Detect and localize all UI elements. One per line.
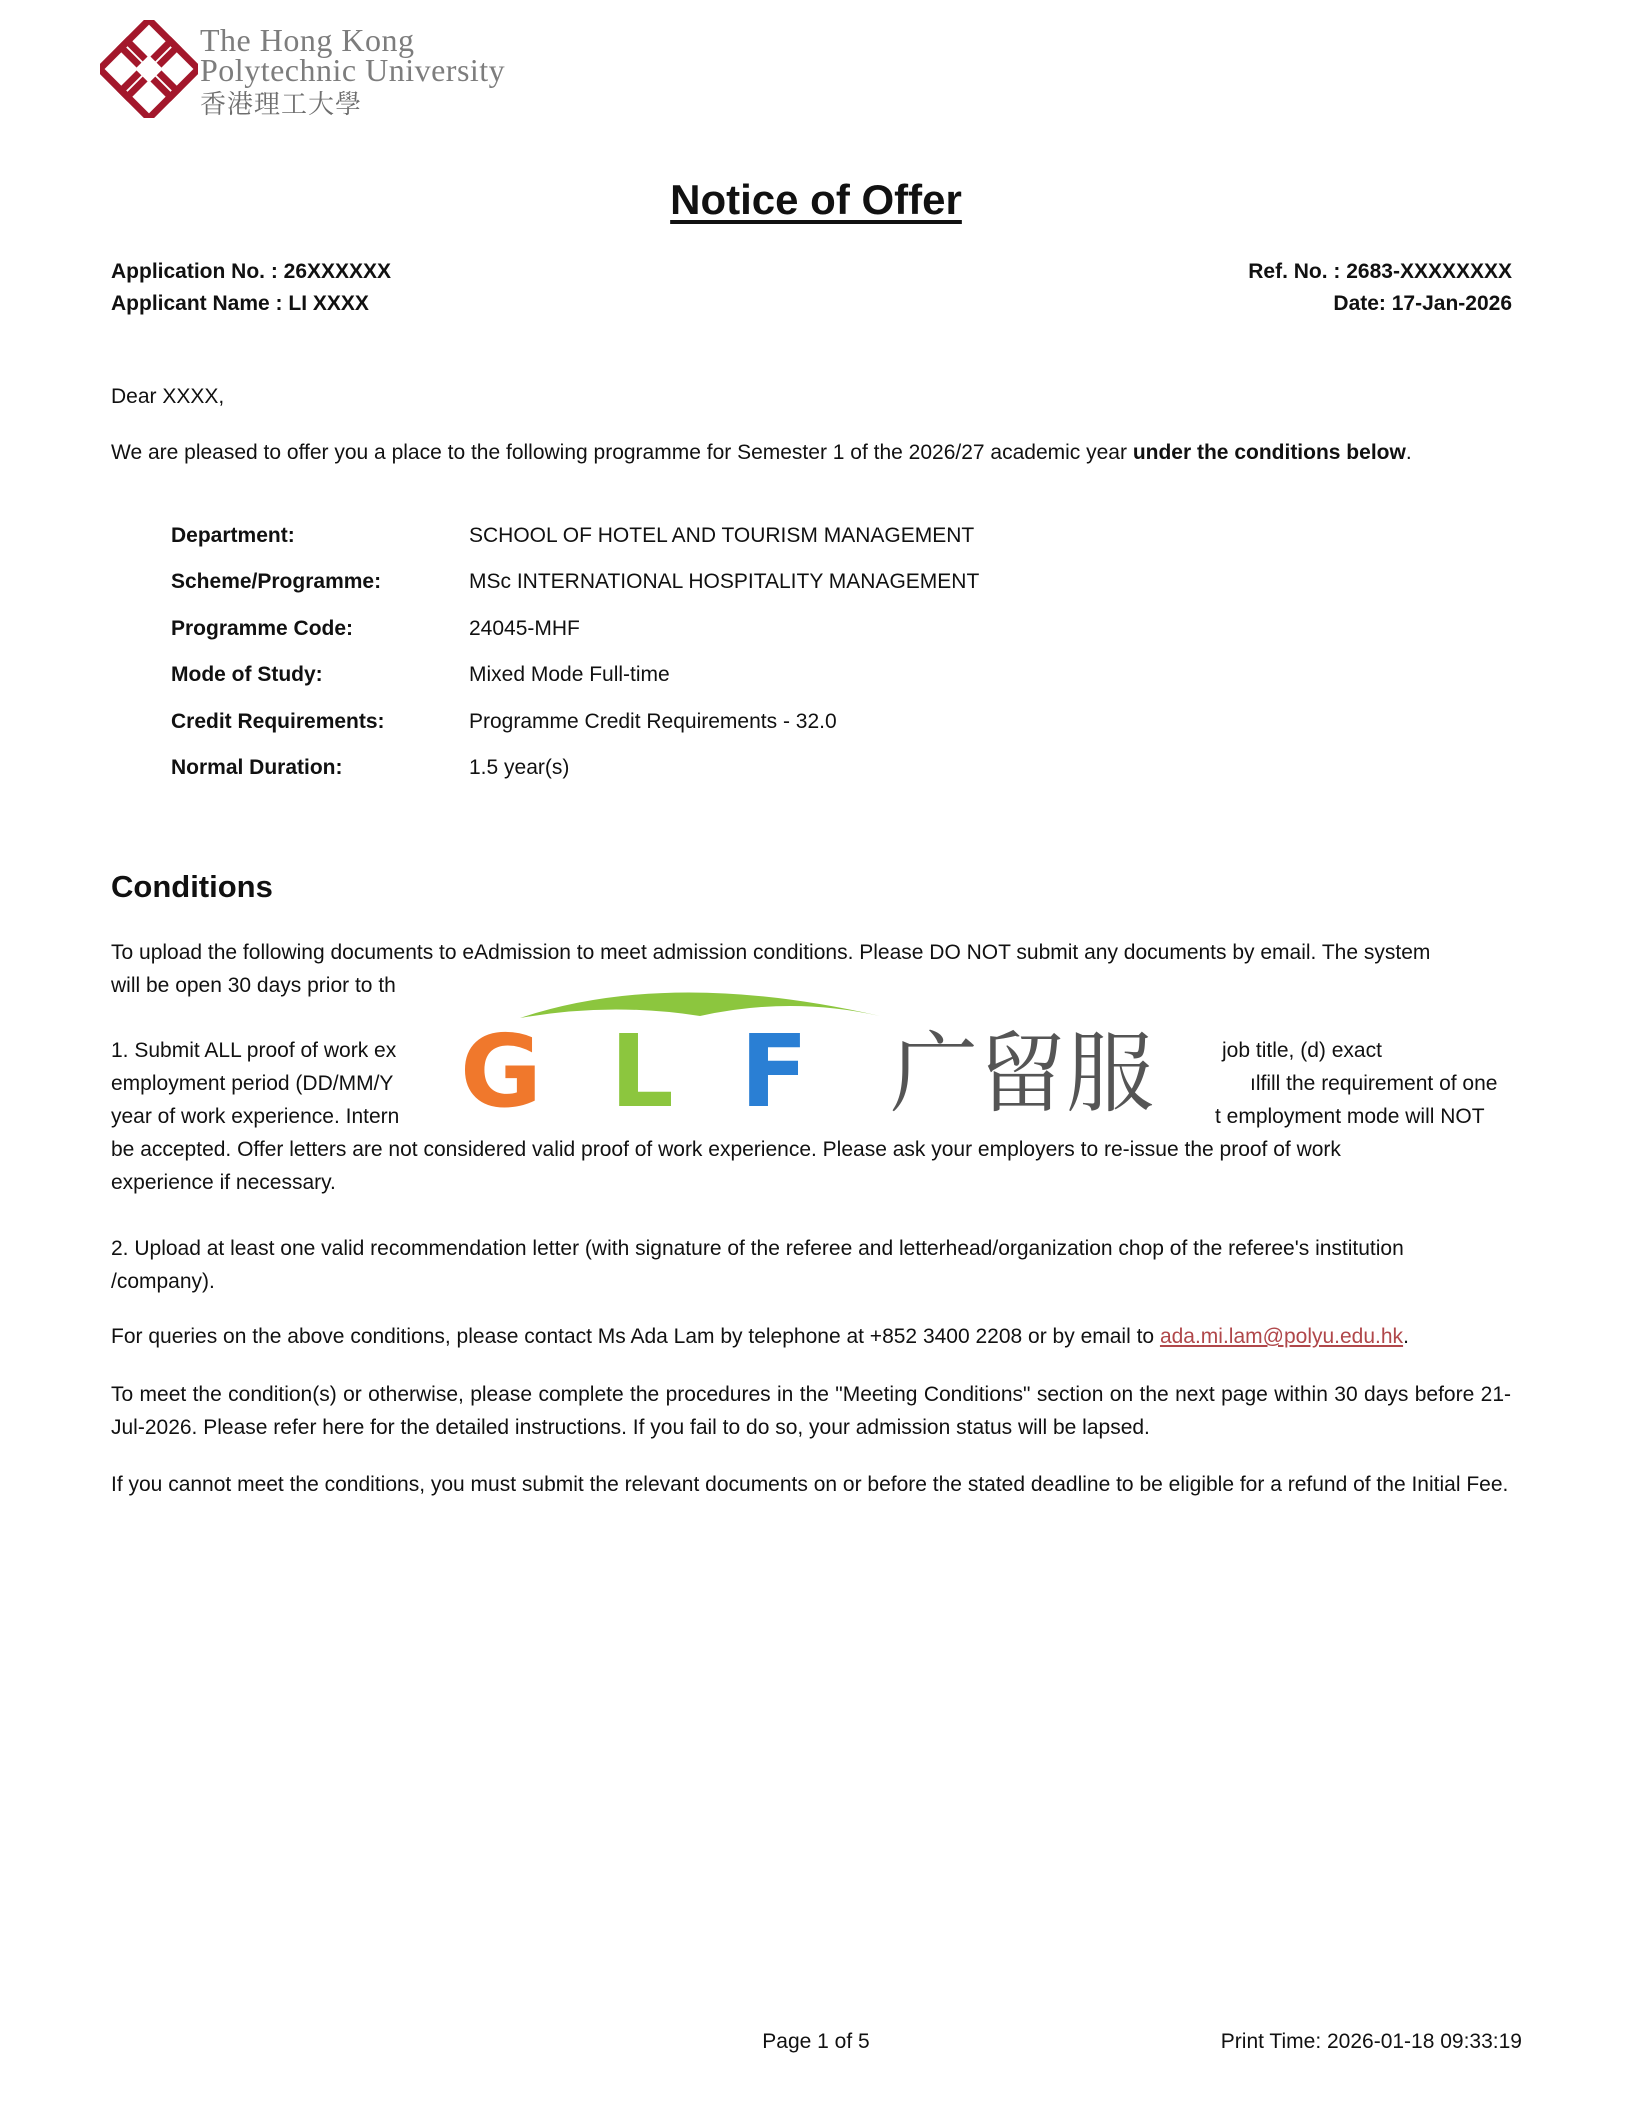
item1-line1-end: job title, (d) exact bbox=[1222, 1039, 1382, 1062]
item1-line1-start: 1. Submit ALL proof of work ex bbox=[111, 1039, 397, 1062]
university-name-zh: 香港理工大學 bbox=[200, 90, 363, 120]
item1-line3-start: year of work experience. Intern bbox=[111, 1105, 400, 1128]
queries-paragraph bbox=[111, 1320, 1511, 1353]
mode-of-study-label: Mode of Study: bbox=[171, 663, 323, 686]
svg-text:L: L bbox=[610, 1013, 674, 1128]
mode-of-study-value: Mixed Mode Full-time bbox=[469, 663, 670, 686]
queries-end: . bbox=[1403, 1325, 1409, 1348]
meeting-conditions-paragraph: To meet the condition(s) or otherwise, please complete the procedures in the "Meeting Conditions" section on the next page within 30 days before 21-Jul-2026. Please refer here for the detailed instructions. If you fail to do so, your admission status will be lapsed. bbox=[111, 1383, 1511, 1439]
reference-number: Ref. No. : 2683-XXXXXXXX bbox=[1248, 260, 1512, 283]
programme-code-value: 24045-MHF bbox=[469, 617, 580, 640]
applicant-name: Applicant Name : LI XXXX bbox=[111, 292, 369, 315]
department-label: Department: bbox=[171, 524, 295, 547]
conditions-heading: Conditions bbox=[111, 869, 273, 904]
intro-text: We are pleased to offer you a place to the following programme for Semester 1 of the 2026/27 academic year bbox=[111, 441, 1133, 464]
item1-line4: be accepted. Offer letters are not considered valid proof of work experience. Please ask your employers to re-issue the proof of work bbox=[111, 1138, 1341, 1161]
glf-watermark bbox=[460, 978, 1180, 1128]
item1-line2-end: ılfill the requirement of one bbox=[1250, 1072, 1498, 1095]
watermark-chinese: 广留服 bbox=[890, 1022, 1155, 1125]
item1-line3-end: t employment mode will NOT bbox=[1215, 1105, 1485, 1128]
intro-end: . bbox=[1405, 441, 1412, 464]
upload-instructions-line2: will be open 30 days prior to th bbox=[111, 974, 396, 997]
scheme-label: Scheme/Programme: bbox=[171, 570, 382, 593]
page-title: Notice of Offer bbox=[670, 176, 962, 223]
page-number: Page 1 of 5 bbox=[762, 2030, 870, 2053]
credit-requirements-label: Credit Requirements: bbox=[171, 710, 385, 733]
department-value: SCHOOL OF HOTEL AND TOURISM MANAGEMENT bbox=[469, 524, 975, 547]
normal-duration-value: 1.5 year(s) bbox=[469, 756, 570, 779]
watermark-latin-letters bbox=[460, 1013, 808, 1128]
contact-email-link[interactable]: ada.mi.lam@polyu.edu.hk bbox=[1159, 1325, 1404, 1348]
scheme-value: MSc INTERNATIONAL HOSPITALITY MANAGEMENT bbox=[469, 570, 980, 593]
letter-date: Date: 17-Jan-2026 bbox=[1333, 292, 1512, 315]
application-number: Application No. : 26XXXXXX bbox=[111, 260, 392, 283]
university-name-line2: Polytechnic University bbox=[200, 52, 506, 88]
normal-duration-label: Normal Duration: bbox=[171, 756, 343, 779]
intro-bold-text: under the conditions below bbox=[1132, 441, 1406, 464]
print-time: Print Time: 2026-01-18 09:33:19 bbox=[1220, 2030, 1522, 2053]
intro-paragraph bbox=[111, 436, 1511, 469]
item2-paragraph: 2. Upload at least one valid recommendation letter (with signature of the referee and letterhead/organization chop of the referee's institution /company). bbox=[111, 1237, 1404, 1293]
item1-line5: experience if necessary. bbox=[111, 1171, 336, 1194]
svg-text:F: F bbox=[740, 1013, 809, 1128]
greeting: Dear XXXX, bbox=[111, 385, 225, 408]
credit-requirements-value: Programme Credit Requirements - 32.0 bbox=[469, 710, 837, 733]
upload-instructions-line1: To upload the following documents to eAdmission to meet admission conditions. Please DO NOT submit any documents by email. The system bbox=[111, 941, 1431, 964]
svg-text:G: G bbox=[460, 1013, 543, 1128]
polyu-logo-icon bbox=[100, 20, 198, 118]
queries-text: For queries on the above conditions, please contact Ms Ada Lam by telephone at +852 3400 2208 or by email to bbox=[111, 1325, 1160, 1348]
university-name-line1: The Hong Kong bbox=[200, 22, 415, 58]
programme-code-label: Programme Code: bbox=[171, 617, 354, 640]
item1-line2-start: employment period (DD/MM/Y bbox=[111, 1072, 394, 1095]
refund-paragraph: If you cannot meet the conditions, you must submit the relevant documents on or before the stated deadline to be eligible for a refund of the Initial Fee. bbox=[111, 1473, 1509, 1496]
